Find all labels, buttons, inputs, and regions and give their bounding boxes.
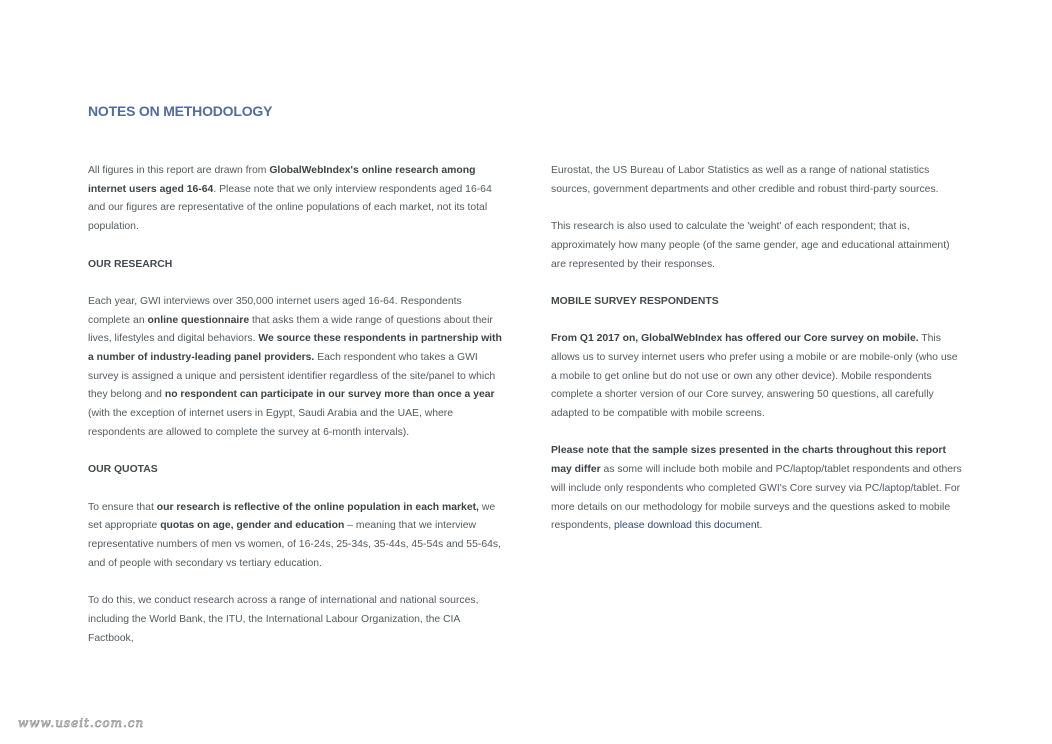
sample-size-note-paragraph: Please note that the sample sizes presented in the charts throughout this report may differ as some will include both mobile and PC/laptop/tablet respondents and others will include only respondents who completed GWI's Core survey via PC/laptop/tablet. For more details on our methodology for mobile surveys and the questions asked to mobile respondents, please download this document. xyxy=(551,445,962,532)
page-title: NOTES ON METHODOLOGY xyxy=(88,103,273,119)
quotas-paragraph: To ensure that our research is reflective of the online population in each market, we set appropriate quotas on age, gender and education – meaning that we interview representative numbers of men vs women, of 16-24s, 25-34s, 35-44s, 45-54s and 55-64s, and of people with secondary vs tertiary education. xyxy=(88,501,501,569)
research-heading: OUR RESEARCH xyxy=(88,258,173,270)
mobile-heading: MOBILE SURVEY RESPONDENTS xyxy=(551,295,719,307)
left-column xyxy=(88,162,506,667)
intro-paragraph: All figures in this report are drawn from GlobalWebIndex's online research among internet users aged 16-64. Please note that we only interview respondents aged 16-64 and our figures are representative of the online populations of each market, not its total population. xyxy=(88,165,492,233)
research-paragraph: Each year, GWI interviews over 350,000 internet users aged 16-64. Respondents complete an online questionnaire that asks them a wide range of questions about their lives, lifestyles and digital behaviors. We source these respondents in partnership with a number of industry-leading panel providers. Each respondent who takes a GWI survey is assigned a unique and persistent identifier regardless of the site/panel to which they belong and no respondent can participate in our survey more than once a year (with the exception of internet users in Egypt, Saudi Arabia and the UAE, where respondents are allowed to complete the survey at 6-month intervals). xyxy=(88,295,502,438)
right-column xyxy=(551,162,965,555)
watermark: www.useit.com.cn xyxy=(18,716,145,730)
quotas-heading: OUR QUOTAS xyxy=(88,464,158,476)
mobile-paragraph: From Q1 2017 on, GlobalWebIndex has offered our Core survey on mobile. This allows us to survey internet users who prefer using a mobile or are mobile-only (who use a mobile to get online but do not use or own any other device). Mobile respondents complete a shorter version of our Core survey, answering 50 questions, all carefully adapted to be compatible with mobile screens. xyxy=(551,333,958,420)
sources-paragraph: To do this, we conduct research across a range of international and national sources, including the World Bank, the ITU, the International Labour Organization, the CIA Factbook, xyxy=(88,595,479,644)
weight-paragraph: This research is also used to calculate the 'weight' of each respondent; that is, approximately how many people (of the same gender, age and educational attainment) are represented by their responses. xyxy=(551,221,950,270)
sources-continued-paragraph: Eurostat, the US Bureau of Labor Statistics as well as a range of national statistics sources, government departments and other credible and robust third-party sources. xyxy=(551,165,939,195)
download-document-link[interactable]: please download this document xyxy=(613,520,760,532)
